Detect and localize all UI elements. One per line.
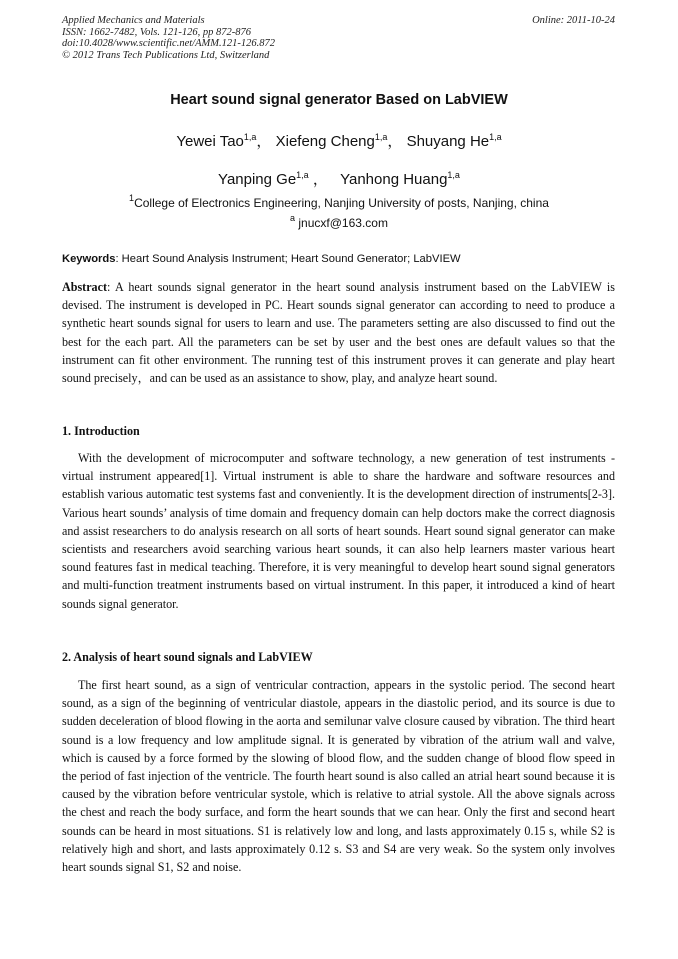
doi-line: doi:10.4028/www.scientific.net/AMM.121-126.872 (62, 38, 275, 49)
author-separator: ， (308, 171, 328, 188)
journal-header (62, 15, 615, 61)
keywords-label: Keywords (62, 253, 116, 265)
online-date: Online: 2011-10-24 (532, 15, 615, 26)
author-affiliation-mark: 1,a (489, 132, 502, 142)
author-name: Yanping Ge (218, 171, 297, 188)
author-affiliation-mark: 1,a (296, 170, 309, 180)
abstract-text: : A heart sounds signal generator in the heart sound analysis instrument based on the LabVIEW is devised. The instrument is developed in PC. Heart sounds signal generator can according to need to produce a synthetic heart sounds signal for users to learn and use. The parameters setting are also discussed to find out the best for the each part. All the parameters can be set by user and the best ones are default values so that the instrument can fit other environment. The running test of this instrument proves it can generate and play heart sound precisely，and can be used as an assistance to show, play, and analyze heart sound. (62, 280, 615, 386)
author-affiliation-mark: 1,a (243, 132, 257, 142)
author-affiliation-mark: 1,a (374, 132, 388, 142)
author-name: Xiefeng Cheng (275, 133, 375, 150)
paper-title: Heart sound signal generator Based on LabVIEW (170, 92, 508, 108)
author-affiliation-mark: 1,a (447, 170, 460, 180)
journal-name: Applied Mechanics and Materials (62, 15, 205, 26)
affiliation-text: College of Electronics Engineering, Nanjing University of posts, Nanjing, china (134, 196, 549, 210)
author-line-2 (0, 168, 678, 189)
author-line-1 (0, 130, 678, 151)
author-name: Yanhong Huang (340, 171, 448, 188)
author-name: Yewei Tao (176, 133, 244, 150)
author-name: Shuyang He (406, 133, 490, 150)
abstract (62, 278, 615, 387)
section-paragraph: The first heart sound, as a sign of ventricular contraction, appears in the systolic period. The second heart sound, as a sign of the beginning of ventricular diastole, appears in the diastolic period, and its source is due to sudden deceleration of blood flowing in the aorta and semilunar valve closure caused by vibration. The third heart sound is a low frequency and low amplitude signal. It is generated by vibration of the atrium wall and valve, which is caused by a force formed by the slowing of blood flow, and the sudden change of blood flow speed in the period of fast injection of the ventricle. The fourth heart sound is also called an atrial heart sound because it is caused by the vibration before ventricular systole, which is relative to atrial systole. All the above signals across the chest and reach the body surface, and form the heart sounds that we can hear. Only the first and second heart sounds can be heard in most situations. S1 is relatively low and long, and lasts approximately 0.15 s, while S2 is relatively high and short, and lasts approximately 0.12 s. S3 and S4 are very weak. So the system only involves heart sounds signal S1, S2 and noise. (62, 678, 615, 875)
copyright-line: © 2012 Trans Tech Publications Ltd, Switzerland (62, 49, 270, 61)
section-heading: 1. Introduction (62, 424, 140, 438)
email-address: jnucxf@163.com (298, 216, 388, 230)
affiliation-mark: 1 (129, 193, 135, 203)
author-separator: ， (256, 133, 272, 150)
email-mark: a (290, 213, 296, 223)
contact-email (0, 213, 678, 230)
issn-line: ISSN: 1662-7482, Vols. 121-126, pp 872-876 (62, 26, 251, 38)
affiliation (0, 193, 678, 210)
keywords-text: : Heart Sound Analysis Instrument; Heart Sound Generator; LabVIEW (115, 253, 461, 265)
section-paragraph: With the development of microcomputer and software technology, a new generation of test instruments - virtual instrument appeared[1]. Virtual instrument is able to share the hardware and software resources and establish various automatic test systems fast and conveniently. It is the development direction of instruments[2-3]. Various heart sounds’ analysis of time domain and frequency domain can help doctors make the correct diagnosis and assist researchers to do analysis research on all sorts of heart sounds. Heart sound signal generator can make scientists and researchers avoid searching various heart sounds, it can also help learners master various heart sound features fast in medical teaching. Therefore, it is very meaningful to develop heart sound signal generators and multi-function treatment instruments based on virtual instrument. In this paper, it introduced a kind of heart sounds signal generator. (62, 451, 615, 611)
keywords (62, 253, 615, 265)
author-separator: ， (387, 133, 403, 150)
abstract-label: Abstract (62, 280, 108, 294)
section-heading: 2. Analysis of heart sound signals and LabVIEW (62, 650, 313, 664)
